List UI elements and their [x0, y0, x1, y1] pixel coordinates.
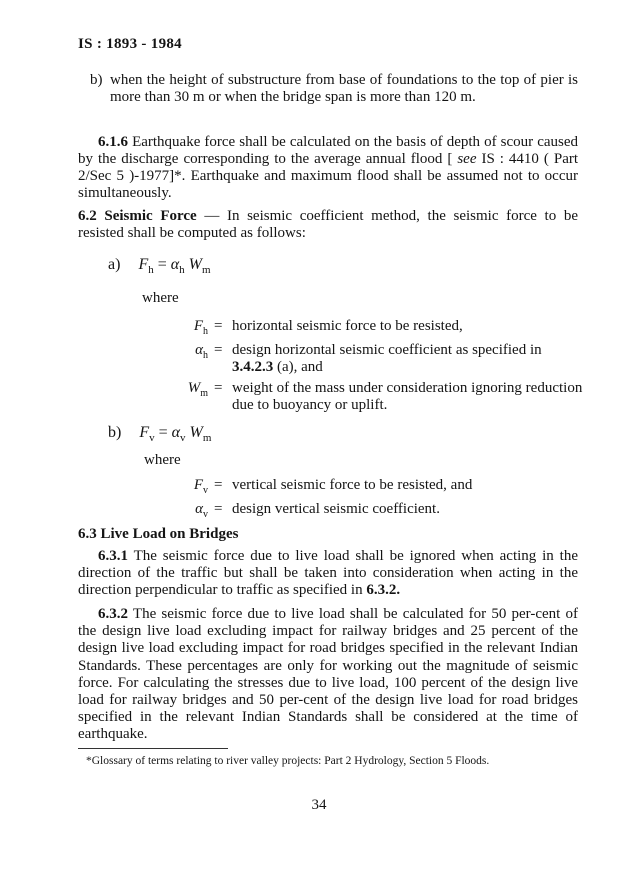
clause-6-3-2	[78, 606, 578, 744]
equation-label: b)	[108, 424, 122, 441]
clause-text: — In seismic coefficient method, the seismic force to be resisted shall be computed as follows:	[78, 208, 578, 241]
eq-var-sub: m	[201, 264, 211, 277]
clause-6-3-1	[78, 548, 578, 599]
eq-lhs-sub: v	[149, 432, 155, 445]
clause-number: 6.3.1	[98, 548, 128, 564]
definition-wm: $W_m$ = weight of the mass under consideration ignoring reduction due to buoyancy or uplift.	[187, 380, 583, 413]
def-symbol: $\alpha_h$	[195, 342, 208, 361]
def-symbol: $F_v$	[193, 477, 208, 496]
eq-var-sub: m	[202, 432, 212, 445]
where-label-b: where	[144, 452, 181, 468]
standard-number-header: IS : 1893 - 1984	[78, 36, 182, 52]
where-label-a: where	[142, 290, 179, 306]
definition-fv: $F_v$ = vertical seismic force to be resisted, and	[214, 477, 584, 494]
definition-alpha-v: $\alpha_v$ = design vertical seismic coefficient.	[214, 501, 584, 518]
eq-coef-sub: h	[179, 264, 185, 277]
clause-title: Seismic Force	[104, 208, 197, 224]
eq-lhs: F	[139, 424, 150, 441]
def-symbol: $\alpha_v$	[195, 501, 208, 520]
eq-coef: α	[170, 256, 180, 273]
clause-text-cont: IS : 4410 ( Part 2/Sec 5 )-1977]*. Earthquake and maximum flood shall be assumed not to occur simultaneously.	[78, 151, 579, 201]
definition-fh: $F_h$ = horizontal seismic force to be resisted,	[214, 318, 584, 335]
reference-see: see	[457, 151, 477, 167]
equation-b: b) $F_v = \alpha_v$ $W_m$	[108, 424, 212, 445]
clause-number: 6.3.2	[98, 606, 128, 622]
eq-var: W	[188, 256, 202, 273]
def-text: design horizontal seismic coefficient as specified in 3.4.2.3 (a), and	[232, 342, 542, 375]
equation-a: a) $F_h = \alpha_h$ $W_m$	[108, 256, 211, 277]
clause-text: The seismic force due to live load shall be ignored when acting in the direction of the traffic but shall be taken into consideration when acting in the direction perpendicular to traffic as specified in	[78, 548, 578, 598]
footnote-divider	[78, 748, 228, 749]
eq-var: W	[189, 424, 203, 441]
definition-alpha-h: $\alpha_h$ = design horizontal seismic coefficient as specified in 3.4.2.3 (a), and	[214, 342, 584, 376]
page-number: 34	[311, 797, 327, 813]
clause-reference: 3.4.2.3	[232, 359, 274, 375]
clause-text: The seismic force due to live load shall be calculated for 50 per-cent of the design live load excluding impact for railway bridges and 25 percent of the design live load excluding impact for road bridges specified in the relevant Indian Standards. These percentages are only for working out the magnitude of seismic force. For calculating the stresses due to live load, 100 percent of the design live load for railway bridges and 50 per-cent of the design live load for road bridges specified in the relevant Indian Standards shall be considered at the time of earthquake.	[78, 606, 578, 743]
clause-6-1-6	[78, 134, 578, 202]
equation-label: a)	[108, 256, 121, 273]
list-item-text: when the height of substructure from base of foundations to the top of pier is more than 30 m or when the bridge span is more than 120 m.	[110, 72, 578, 105]
def-symbol: $W_m$	[187, 380, 208, 399]
list-item-b-height-condition	[90, 72, 578, 106]
def-text: weight of the mass under consideration ignoring reduction due to buoyancy or uplift.	[232, 380, 583, 413]
def-symbol: $F_h$	[193, 318, 208, 337]
clause-text: Earthquake force shall be calculated on the basis of depth of scour caused by the discharge corresponding to the average annual flood [	[78, 134, 579, 167]
eq-lhs-sub: h	[148, 264, 154, 277]
clause-number: 6.2	[78, 208, 97, 224]
clause-6-2	[78, 208, 578, 242]
eq-coef-sub: v	[180, 432, 186, 445]
eq-lhs: F	[138, 256, 149, 273]
list-marker: b)	[90, 72, 103, 88]
def-text: design vertical seismic coefficient.	[232, 501, 440, 517]
def-text: horizontal seismic force to be resisted,	[232, 318, 463, 334]
clause-number: 6.1.6	[98, 134, 128, 150]
eq-coef: α	[171, 424, 181, 441]
clause-reference: 6.3.2.	[366, 582, 401, 598]
footnote: *Glossary of terms relating to river valley projects: Part 2 Hydrology, Section 5 Floods.	[86, 755, 490, 767]
section-heading-6-3: 6.3 Live Load on Bridges	[78, 526, 239, 542]
def-text: vertical seismic force to be resisted, and	[232, 477, 473, 493]
